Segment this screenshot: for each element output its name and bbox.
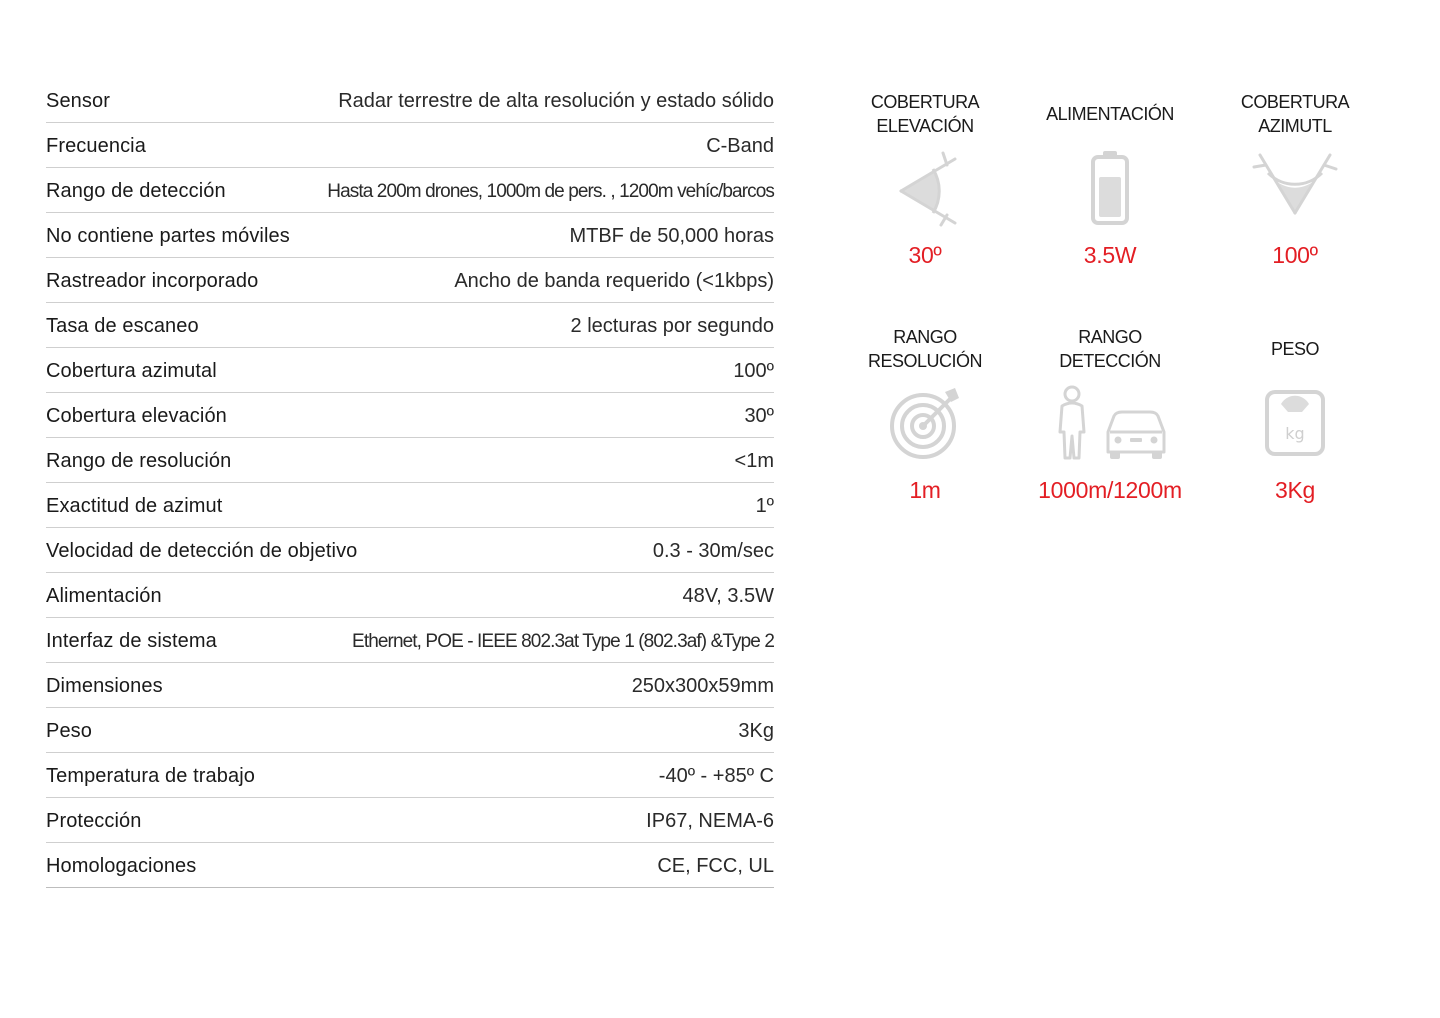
spec-row-temperatura — [46, 753, 774, 798]
spec-value: CE, FCC, UL — [657, 855, 774, 877]
spec-row-peso — [46, 708, 774, 753]
feature-elevation — [832, 86, 1018, 269]
spec-row-partes-moviles — [46, 213, 774, 258]
spec-label: Velocidad de detección de objetivo — [46, 540, 358, 562]
spec-value: 30º — [744, 405, 774, 427]
spec-label: Frecuencia — [46, 135, 146, 157]
scale-icon-label: kg — [1285, 424, 1305, 443]
spec-value: <1m — [734, 450, 774, 472]
spec-row-sensor — [46, 78, 774, 123]
spec-value: C-Band — [706, 135, 774, 157]
spec-label: Homologaciones — [46, 855, 197, 877]
spec-value: MTBF de 50,000 horas — [569, 225, 774, 247]
spec-value: 2 lecturas por segundo — [570, 315, 774, 337]
spec-row-alimentacion — [46, 573, 774, 618]
feature-value: 3Kg — [1274, 477, 1316, 503]
feature-detection — [1017, 321, 1203, 504]
spec-label: No contiene partes móviles — [46, 225, 290, 247]
spec-label: Sensor — [46, 90, 110, 112]
azimuth-angle-icon — [1202, 142, 1388, 232]
spec-row-rango-resolucion — [46, 438, 774, 483]
feature-title: RANGO DETECCIÓN — [1059, 327, 1161, 371]
feature-title: ALIMENTACIÓN — [1046, 104, 1174, 124]
spec-row-exactitud-azimut — [46, 483, 774, 528]
spec-label: Interfaz de sistema — [46, 630, 217, 652]
spec-label: Cobertura azimutal — [46, 360, 217, 382]
person-car-icon — [1017, 377, 1203, 467]
feature-azimuth — [1202, 86, 1388, 269]
feature-title: RANGO RESOLUCIÓN — [867, 327, 983, 371]
spec-value: Ancho de banda requerido (<1kbps) — [454, 270, 774, 292]
feature-title: COBERTURA ELEVACIÓN — [870, 92, 980, 136]
spec-value: Ethernet, POE - IEEE 802.3at Type 1 (802.3af) &Type 2 — [352, 630, 774, 652]
spec-label: Cobertura elevación — [46, 405, 227, 427]
spec-value: 100º — [733, 360, 774, 382]
spec-value: Radar terrestre de alta resolución y estado sólido — [338, 90, 774, 112]
spec-value: 3Kg — [738, 720, 774, 742]
feature-weight — [1202, 321, 1388, 504]
spec-value: Hasta 200m drones, 1000m de pers. , 1200m vehíc/barcos — [327, 180, 774, 202]
spec-label: Alimentación — [46, 585, 162, 607]
feature-power — [1017, 86, 1203, 269]
spec-row-rango-deteccion — [46, 168, 774, 213]
spec-row-interfaz-sistema — [46, 618, 774, 663]
feature-value: 30º — [908, 242, 942, 268]
battery-icon — [1017, 142, 1203, 232]
spec-row-proteccion — [46, 798, 774, 843]
target-icon — [832, 377, 1018, 467]
spec-value: 0.3 - 30m/sec — [652, 540, 774, 562]
spec-row-dimensiones — [46, 663, 774, 708]
spec-row-rastreador — [46, 258, 774, 303]
spec-label: Tasa de escaneo — [46, 315, 199, 337]
spec-value: -40º - +85º C — [658, 765, 774, 787]
feature-title: PESO — [1270, 339, 1320, 359]
spec-label: Protección — [46, 810, 142, 832]
spec-row-tasa-escaneo — [46, 303, 774, 348]
spec-label: Temperatura de trabajo — [46, 765, 255, 787]
spec-label: Rango de detección — [46, 180, 226, 202]
spec-value: 48V, 3.5W — [682, 585, 774, 607]
spec-row-homologaciones — [46, 843, 774, 888]
spec-label: Rastreador incorporado — [46, 270, 259, 292]
spec-row-velocidad-deteccion — [46, 528, 774, 573]
feature-value: 100º — [1272, 242, 1318, 268]
spec-value: 250x300x59mm — [631, 675, 774, 697]
feature-value: 1000m/1200m — [1038, 477, 1182, 503]
elevation-angle-icon — [832, 142, 1018, 232]
spec-row-cobertura-azimutal — [46, 348, 774, 393]
spec-label: Peso — [46, 720, 92, 742]
spec-table — [46, 78, 774, 888]
spec-row-frecuencia — [46, 123, 774, 168]
spec-row-cobertura-elevacion — [46, 393, 774, 438]
feature-value: 3.5W — [1083, 242, 1137, 268]
feature-resolution — [832, 321, 1018, 504]
feature-title: COBERTURA AZIMUTL — [1240, 92, 1350, 136]
spec-label: Exactitud de azimut — [46, 495, 223, 517]
spec-label: Dimensiones — [46, 675, 163, 697]
spec-label: Rango de resolución — [46, 450, 232, 472]
feature-value: 1m — [909, 477, 941, 503]
scale-icon — [1202, 377, 1388, 467]
spec-value: 1º — [755, 495, 774, 517]
spec-value: IP67, NEMA-6 — [646, 810, 774, 832]
